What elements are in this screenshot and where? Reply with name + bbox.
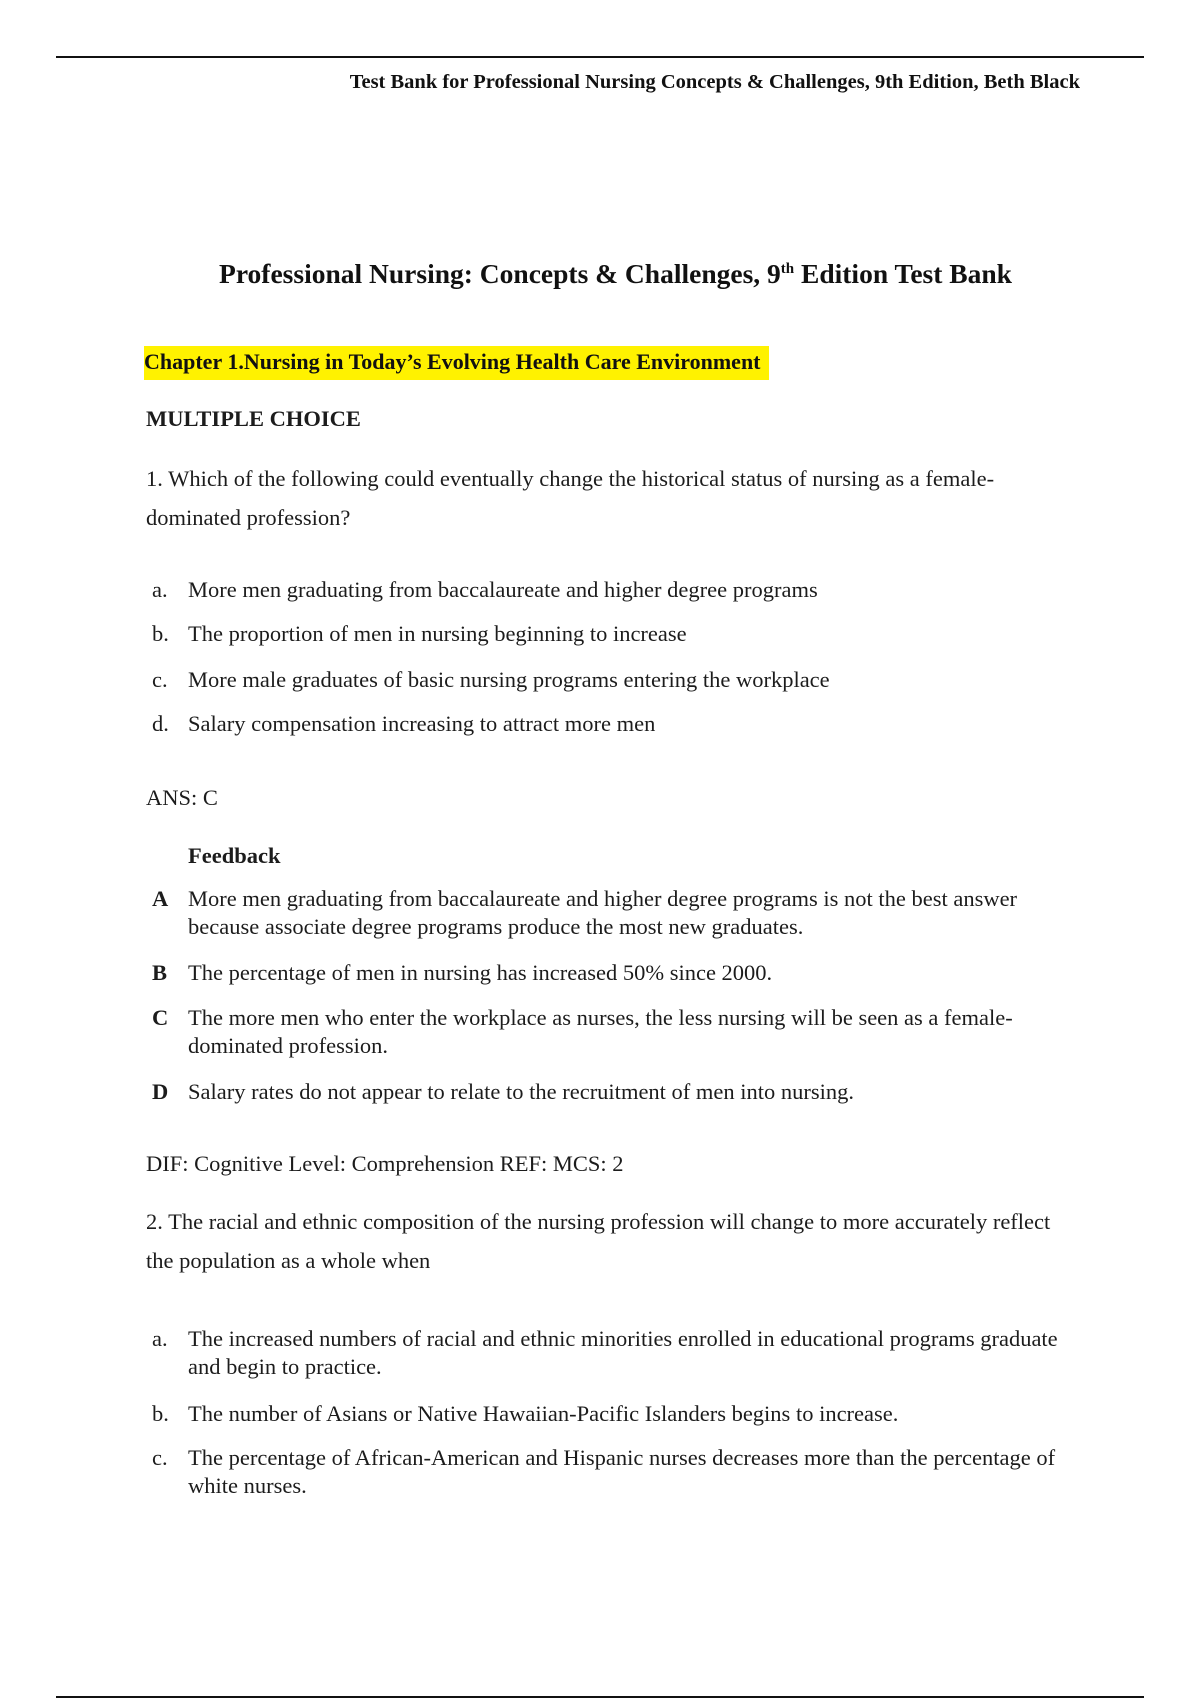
- title-superscript: th: [780, 260, 795, 277]
- option-text: Salary compensation increasing to attract more men: [188, 711, 656, 736]
- feedback-letter: A: [152, 886, 169, 911]
- option-letter: a.: [152, 1326, 168, 1351]
- option-text: The percentage of African-American and Hispanic nurses decreases more than the percentage of white nurses.: [188, 1445, 1056, 1498]
- footer-rule: [56, 1696, 1144, 1698]
- section-title: MULTIPLE CHOICE: [146, 406, 361, 431]
- title-part-2: Edition Test Bank: [794, 258, 1012, 289]
- feedback-letter: C: [152, 1005, 169, 1030]
- option-letter: b.: [152, 621, 169, 646]
- chapter-heading: Chapter 1.Nursing in Today’s Evolving Health Care Environment: [144, 346, 769, 380]
- question-1-metadata: DIF: Cognitive Level: Comprehension REF: MCS: 2: [146, 1151, 624, 1176]
- title-part-1: Professional Nursing: Concepts & Challenges, 9: [219, 258, 781, 289]
- option-letter: c.: [152, 1445, 168, 1470]
- option-letter: b.: [152, 1401, 169, 1426]
- option-text: The increased numbers of racial and ethnic minorities enrolled in educational programs graduate and begin to practice.: [188, 1326, 1058, 1379]
- option-text: More male graduates of basic nursing programs entering the workplace: [188, 667, 830, 692]
- feedback-text: The percentage of men in nursing has increased 50% since 2000.: [188, 960, 773, 985]
- document-title: [0, 258, 1200, 290]
- option-letter: c.: [152, 667, 168, 692]
- option-text: The number of Asians or Native Hawaiian-Pacific Islanders begins to increase.: [188, 1401, 899, 1426]
- question-2-stem: 2. The racial and ethnic composition of the nursing profession will change to more accurately reflect the population as a whole when: [146, 1209, 1051, 1273]
- header-rule: [56, 56, 1144, 58]
- question-1-stem: 1. Which of the following could eventually change the historical status of nursing as a female-dominated profession?: [146, 466, 995, 530]
- option-text: More men graduating from baccalaureate and higher degree programs: [188, 577, 818, 602]
- option-letter: a.: [152, 577, 168, 602]
- answer-key: ANS: C: [146, 785, 218, 810]
- feedback-letter: B: [152, 960, 168, 985]
- feedback-letter: D: [152, 1079, 169, 1104]
- feedback-title: Feedback: [188, 843, 281, 868]
- feedback-text: Salary rates do not appear to relate to the recruitment of men into nursing.: [188, 1079, 855, 1104]
- option-text: The proportion of men in nursing beginning to increase: [188, 621, 687, 646]
- feedback-text: The more men who enter the workplace as nurses, the less nursing will be seen as a female-dominated profession.: [188, 1005, 1013, 1058]
- option-letter: d.: [152, 711, 169, 736]
- feedback-text: More men graduating from baccalaureate and higher degree programs is not the best answer because associate degree programs produce the most new graduates.: [188, 886, 1018, 939]
- running-header: Test Bank for Professional Nursing Concepts & Challenges, 9th Edition, Beth Black: [349, 71, 1080, 93]
